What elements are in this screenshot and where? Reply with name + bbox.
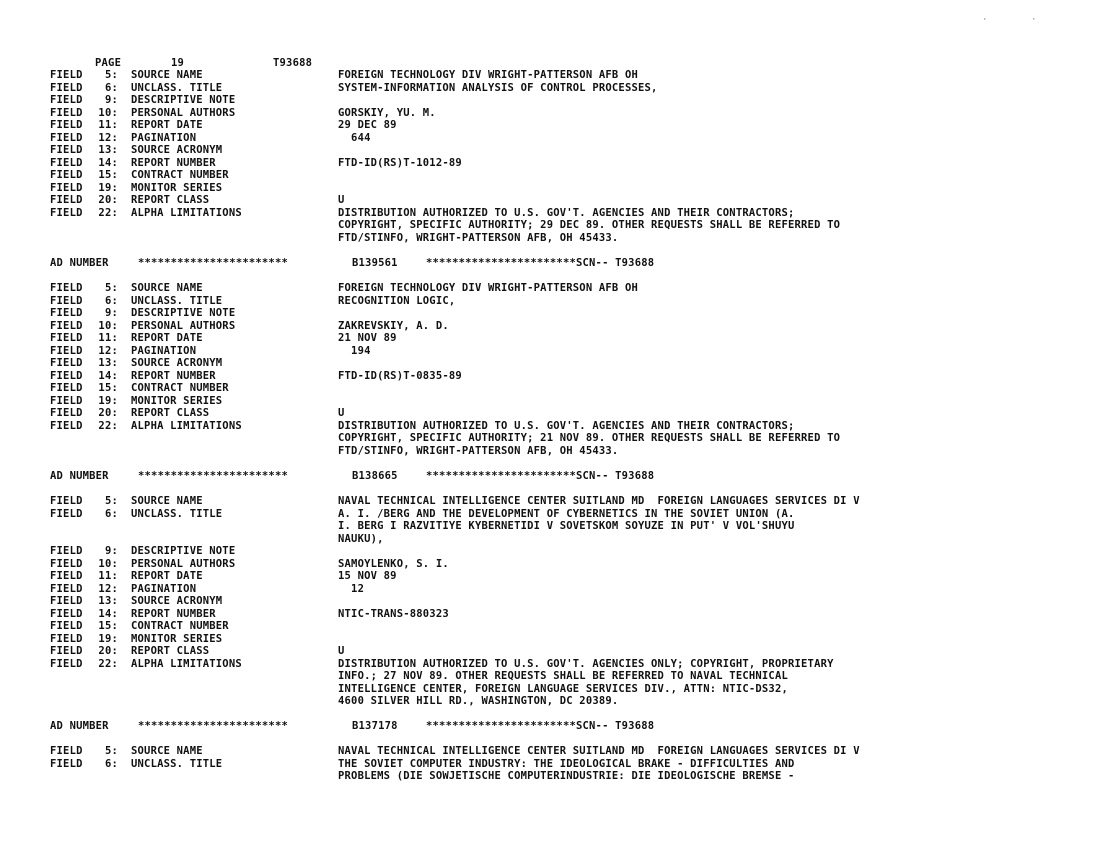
- ad-number-label: AD NUMBER: [50, 720, 109, 732]
- field-number: 10:: [98, 106, 118, 119]
- field-label: FIELD: [50, 206, 83, 219]
- field-number: 5:: [104, 495, 118, 507]
- field-value: A. I. /BERG AND THE DEVELOPMENT OF CYBERNETICS IN THE SOVIET UNION (A.: [338, 507, 795, 520]
- field-continuation-row: [0, 432, 1100, 445]
- field-label: FIELD: [50, 394, 83, 407]
- field-row: [0, 182, 1100, 195]
- field-name: UNCLASS. TITLE: [131, 294, 223, 307]
- field-name: CONTRACT NUMBER: [131, 169, 229, 181]
- field-row: [0, 295, 1100, 308]
- field-row: [0, 420, 1100, 433]
- field-name: CONTRACT NUMBER: [131, 620, 229, 632]
- field-name: PERSONAL AUTHORS: [131, 319, 236, 332]
- scn-reference: ***********************SCN-- T93688: [426, 720, 655, 732]
- scn-reference: ***********************SCN-- T93688: [426, 257, 655, 269]
- field-name: REPORT CLASS: [131, 194, 210, 206]
- field-value: PROBLEMS (DIE SOWJETISCHE COMPUTERINDUSTRIE: DIE IDEOLOGISCHE BREMSE -: [338, 770, 795, 782]
- field-value: 644: [338, 131, 371, 144]
- scan-speck: ·: [983, 16, 987, 23]
- field-name: PAGINATION: [131, 344, 197, 357]
- field-value: 29 DEC 89: [338, 119, 397, 131]
- field-value: U: [338, 645, 345, 657]
- field-value: NAVAL TECHNICAL INTELLIGENCE CENTER SUITLAND MD FOREIGN LANGUAGES SERVICES DI V: [338, 745, 860, 757]
- field-number: 19:: [98, 394, 118, 407]
- field-row: [0, 583, 1100, 596]
- field-number: 9:: [104, 307, 118, 319]
- field-name: PERSONAL AUTHORS: [131, 557, 236, 570]
- field-value: DISTRIBUTION AUTHORIZED TO U.S. GOV'T. AGENCIES AND THEIR CONTRACTORS;: [338, 419, 795, 432]
- field-number: 11:: [98, 570, 118, 582]
- field-number: 20:: [98, 645, 118, 657]
- field-number: 6:: [104, 757, 118, 770]
- field-number: 11:: [98, 332, 118, 344]
- field-continuation-row: [0, 683, 1100, 696]
- field-name: DESCRIPTIVE NOTE: [131, 94, 236, 106]
- field-value: NAUKU),: [338, 532, 384, 545]
- separator-stars: ***********************: [138, 257, 288, 269]
- field-value: NAVAL TECHNICAL INTELLIGENCE CENTER SUITLAND MD FOREIGN LANGUAGES SERVICES DI V: [338, 495, 860, 507]
- field-label: FIELD: [50, 319, 83, 332]
- page-number: 19: [171, 57, 185, 69]
- field-number: 15:: [98, 169, 118, 181]
- field-row: [0, 370, 1100, 383]
- field-row: [0, 119, 1100, 132]
- ad-number: B139561: [352, 257, 398, 269]
- field-number: 10:: [98, 319, 118, 332]
- field-number: 22:: [98, 657, 118, 670]
- field-label: FIELD: [50, 632, 83, 645]
- field-value: U: [338, 194, 345, 206]
- field-name: PAGINATION: [131, 131, 197, 144]
- field-value: COPYRIGHT, SPECIFIC AUTHORITY; 21 NOV 89. OTHER REQUESTS SHALL BE REFERRED TO: [338, 432, 841, 444]
- field-label: FIELD: [50, 557, 83, 570]
- field-value: 12: [338, 582, 365, 595]
- field-name: REPORT NUMBER: [131, 607, 216, 620]
- field-number: 14:: [98, 369, 118, 382]
- field-number: 19:: [98, 632, 118, 645]
- field-number: 15:: [98, 382, 118, 394]
- field-value: SAMOYLENKO, S. I.: [338, 557, 449, 570]
- field-label: FIELD: [50, 344, 83, 357]
- scan-speck: ·: [1032, 16, 1036, 23]
- field-name: MONITOR SERIES: [131, 181, 223, 194]
- field-number: 6:: [104, 507, 118, 520]
- field-number: 13:: [98, 595, 118, 607]
- field-row: [0, 395, 1100, 408]
- field-label: FIELD: [50, 745, 83, 757]
- field-number: 13:: [98, 357, 118, 369]
- field-number: 5:: [104, 745, 118, 757]
- record-block: [0, 720, 1100, 783]
- field-row: [0, 320, 1100, 333]
- field-label: FIELD: [50, 282, 83, 294]
- field-name: MONITOR SERIES: [131, 394, 223, 407]
- field-label: FIELD: [50, 144, 83, 156]
- field-continuation-row: [0, 695, 1100, 708]
- page-label: PAGE: [95, 57, 122, 69]
- field-name: ALPHA LIMITATIONS: [131, 419, 242, 432]
- field-label: FIELD: [50, 657, 83, 670]
- field-row: [0, 745, 1100, 758]
- field-row: [0, 157, 1100, 170]
- spacer-row: [0, 483, 1100, 496]
- field-label: FIELD: [50, 357, 83, 369]
- field-value: FTD-ID(RS)T-1012-89: [338, 156, 462, 169]
- field-value: 194: [338, 344, 371, 357]
- field-continuation-row: [0, 670, 1100, 683]
- field-number: 5:: [104, 69, 118, 81]
- field-row: [0, 94, 1100, 107]
- field-label: FIELD: [50, 332, 83, 344]
- field-value: INTELLIGENCE CENTER, FOREIGN LANGUAGE SERVICES DIV., ATTN: NTIC-DS32,: [338, 682, 788, 695]
- field-row: [0, 82, 1100, 95]
- field-number: 12:: [98, 582, 118, 595]
- field-value: U: [338, 407, 345, 419]
- ad-number-row: [0, 720, 1100, 733]
- field-label: FIELD: [50, 757, 83, 770]
- field-continuation-row: [0, 219, 1100, 232]
- field-name: MONITOR SERIES: [131, 632, 223, 645]
- field-row: [0, 169, 1100, 182]
- field-number: 22:: [98, 419, 118, 432]
- field-row: [0, 357, 1100, 370]
- field-number: 19:: [98, 181, 118, 194]
- field-label: FIELD: [50, 106, 83, 119]
- separator-stars: ***********************: [138, 720, 288, 732]
- scn-reference: ***********************SCN-- T93688: [426, 470, 655, 482]
- field-value: SYSTEM-INFORMATION ANALYSIS OF CONTROL PROCESSES,: [338, 81, 658, 94]
- field-value: DISTRIBUTION AUTHORIZED TO U.S. GOV'T. AGENCIES ONLY; COPYRIGHT, PROPRIETARY: [338, 657, 834, 670]
- field-continuation-row: [0, 232, 1100, 245]
- field-label: FIELD: [50, 595, 83, 607]
- field-label: FIELD: [50, 645, 83, 657]
- field-value: FTD/STINFO, WRIGHT-PATTERSON AFB, OH 45433.: [338, 231, 619, 244]
- field-name: REPORT DATE: [131, 119, 203, 131]
- field-number: 9:: [104, 545, 118, 557]
- field-name: REPORT CLASS: [131, 645, 210, 657]
- record-block: [0, 257, 1100, 457]
- field-number: 5:: [104, 282, 118, 294]
- field-label: FIELD: [50, 382, 83, 394]
- field-value: GORSKIY, YU. M.: [338, 106, 436, 119]
- field-label: FIELD: [50, 607, 83, 620]
- field-row: [0, 633, 1100, 646]
- field-value: INFO.; 27 NOV 89. OTHER REQUESTS SHALL BE REFERRED TO NAVAL TECHNICAL: [338, 670, 788, 682]
- field-row: [0, 495, 1100, 508]
- field-label: FIELD: [50, 181, 83, 194]
- field-row: [0, 595, 1100, 608]
- field-label: FIELD: [50, 69, 83, 81]
- field-name: SOURCE ACRONYM: [131, 595, 223, 607]
- field-row: [0, 132, 1100, 145]
- field-value: 4600 SILVER HILL RD., WASHINGTON, DC 20389.: [338, 695, 619, 707]
- field-row: [0, 658, 1100, 671]
- field-value: COPYRIGHT, SPECIFIC AUTHORITY; 29 DEC 89. OTHER REQUESTS SHALL BE REFERRED TO: [338, 219, 841, 231]
- field-row: [0, 758, 1100, 771]
- field-name: SOURCE NAME: [131, 495, 203, 507]
- field-number: 10:: [98, 557, 118, 570]
- field-value: FOREIGN TECHNOLOGY DIV WRIGHT-PATTERSON AFB OH: [338, 282, 638, 294]
- field-name: SOURCE ACRONYM: [131, 144, 223, 156]
- separator-stars: ***********************: [138, 470, 288, 482]
- field-label: FIELD: [50, 307, 83, 319]
- field-name: SOURCE ACRONYM: [131, 357, 223, 369]
- field-value: FOREIGN TECHNOLOGY DIV WRIGHT-PATTERSON AFB OH: [338, 69, 638, 81]
- ad-number-row: [0, 257, 1100, 270]
- field-label: FIELD: [50, 81, 83, 94]
- field-row: [0, 382, 1100, 395]
- field-label: FIELD: [50, 407, 83, 419]
- field-name: ALPHA LIMITATIONS: [131, 657, 242, 670]
- field-name: UNCLASS. TITLE: [131, 81, 223, 94]
- field-value: THE SOVIET COMPUTER INDUSTRY: THE IDEOLOGICAL BRAKE - DIFFICULTIES AND: [338, 757, 795, 770]
- field-row: [0, 332, 1100, 345]
- field-label: FIELD: [50, 495, 83, 507]
- field-number: 12:: [98, 131, 118, 144]
- field-label: FIELD: [50, 582, 83, 595]
- field-number: 20:: [98, 194, 118, 206]
- field-value: FTD-ID(RS)T-0835-89: [338, 369, 462, 382]
- field-value: NTIC-TRANS-880323: [338, 607, 449, 620]
- field-label: FIELD: [50, 94, 83, 106]
- field-value: FTD/STINFO, WRIGHT-PATTERSON AFB, OH 45433.: [338, 444, 619, 457]
- field-number: 14:: [98, 156, 118, 169]
- field-label: FIELD: [50, 570, 83, 582]
- field-value: ZAKREVSKIY, A. D.: [338, 319, 449, 332]
- field-label: FIELD: [50, 294, 83, 307]
- field-value: I. BERG I RAZVITIYE KYBERNETIDI V SOVETSKOM SOYUZE IN PUT' V VOL'SHUYU: [338, 520, 795, 532]
- field-name: ALPHA LIMITATIONS: [131, 206, 242, 219]
- field-number: 9:: [104, 94, 118, 106]
- field-name: PAGINATION: [131, 582, 197, 595]
- field-row: [0, 194, 1100, 207]
- field-label: FIELD: [50, 545, 83, 557]
- field-name: REPORT CLASS: [131, 407, 210, 419]
- field-row: [0, 570, 1100, 583]
- field-value: 15 NOV 89: [338, 570, 397, 582]
- record-block-continued: [0, 69, 1100, 244]
- spacer-row: [0, 270, 1100, 283]
- field-value: RECOGNITION LOGIC,: [338, 294, 456, 307]
- document-id: T93688: [273, 57, 313, 69]
- field-label: FIELD: [50, 169, 83, 181]
- record-block: [0, 470, 1100, 708]
- field-name: SOURCE NAME: [131, 69, 203, 81]
- field-number: 6:: [104, 294, 118, 307]
- field-name: CONTRACT NUMBER: [131, 382, 229, 394]
- field-number: 14:: [98, 607, 118, 620]
- field-label: FIELD: [50, 419, 83, 432]
- field-row: [0, 645, 1100, 658]
- field-label: FIELD: [50, 119, 83, 131]
- field-name: UNCLASS. TITLE: [131, 757, 223, 770]
- field-continuation-row: [0, 533, 1100, 546]
- field-row: [0, 282, 1100, 295]
- field-name: PERSONAL AUTHORS: [131, 106, 236, 119]
- field-value: DISTRIBUTION AUTHORIZED TO U.S. GOV'T. AGENCIES AND THEIR CONTRACTORS;: [338, 206, 795, 219]
- field-label: FIELD: [50, 620, 83, 632]
- field-label: FIELD: [50, 369, 83, 382]
- field-name: UNCLASS. TITLE: [131, 507, 223, 520]
- ad-number: B138665: [352, 470, 398, 482]
- field-number: 15:: [98, 620, 118, 632]
- field-row: [0, 69, 1100, 82]
- field-name: REPORT DATE: [131, 570, 203, 582]
- ad-number-label: AD NUMBER: [50, 257, 109, 269]
- field-continuation-row: [0, 770, 1100, 783]
- field-row: [0, 608, 1100, 621]
- field-name: REPORT DATE: [131, 332, 203, 344]
- field-row: [0, 345, 1100, 358]
- ad-number-label: AD NUMBER: [50, 470, 109, 482]
- field-row: [0, 508, 1100, 521]
- field-number: 12:: [98, 344, 118, 357]
- field-number: 6:: [104, 81, 118, 94]
- field-name: REPORT NUMBER: [131, 369, 216, 382]
- field-continuation-row: [0, 520, 1100, 533]
- ad-number: B137178: [352, 720, 398, 732]
- field-value: 21 NOV 89: [338, 332, 397, 344]
- field-number: 13:: [98, 144, 118, 156]
- field-name: DESCRIPTIVE NOTE: [131, 545, 236, 557]
- field-name: REPORT NUMBER: [131, 156, 216, 169]
- field-number: 11:: [98, 119, 118, 131]
- field-name: SOURCE NAME: [131, 282, 203, 294]
- field-row: [0, 407, 1100, 420]
- field-label: FIELD: [50, 194, 83, 206]
- field-row: [0, 107, 1100, 120]
- field-label: FIELD: [50, 507, 83, 520]
- field-continuation-row: [0, 445, 1100, 458]
- field-row: [0, 207, 1100, 220]
- field-row: [0, 558, 1100, 571]
- field-row: [0, 144, 1100, 157]
- field-row: [0, 545, 1100, 558]
- field-label: FIELD: [50, 131, 83, 144]
- field-name: SOURCE NAME: [131, 745, 203, 757]
- ad-number-row: [0, 470, 1100, 483]
- field-label: FIELD: [50, 156, 83, 169]
- spacer-row: [0, 733, 1100, 746]
- field-row: [0, 307, 1100, 320]
- field-number: 22:: [98, 206, 118, 219]
- field-row: [0, 620, 1100, 633]
- field-number: 20:: [98, 407, 118, 419]
- field-name: DESCRIPTIVE NOTE: [131, 307, 236, 319]
